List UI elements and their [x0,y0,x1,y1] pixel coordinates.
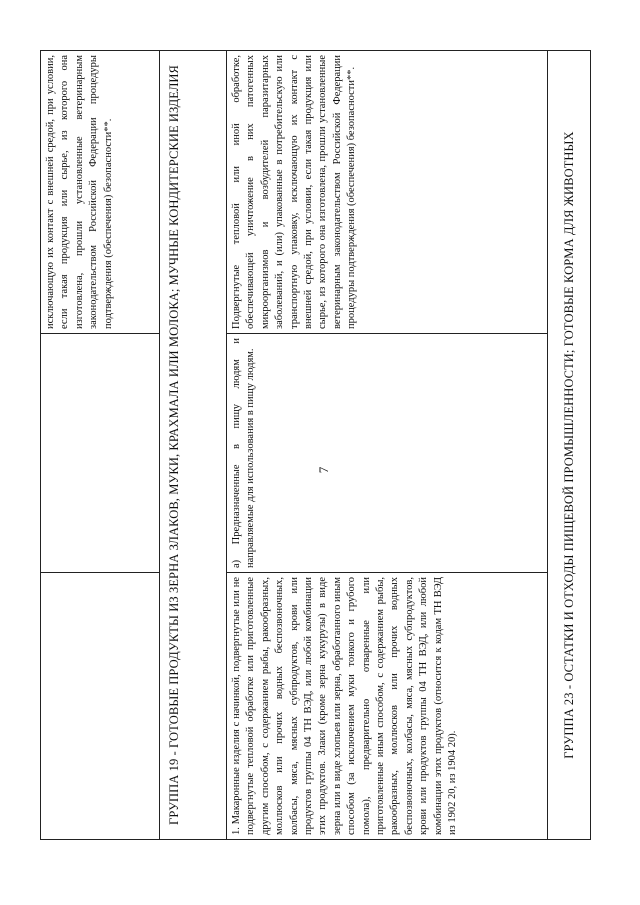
continuation-row [40,50,160,840]
continuation-col2 [40,333,160,573]
group-19-heading: ГРУППА 19 - ГОТОВЫЕ ПРОДУКТЫ ИЗ ЗЕРНА ЗЛАКОВ, МУКИ, КРАХМАЛА ИЛИ МОЛОКА; МУЧНЫЕ КОНДИТЕРСКИЕ ИЗДЕЛИЯ [159,50,227,840]
item-1-row [226,50,548,840]
item-1-conditions: Подвергнутые тепловой или иной обработке, обеспечивающей уничтожение в них патогенных микроорганизмов и возбудителей паразитарных заболеваний, и (или) упакованные в потребительскую или транспортную упаковку, исключающую их контакт с внешней средой, при условии, если такая продукция или сырье, из которого она изготовлена, прошли установленные ветеринарным законодательством Российской Федерации процедуры подтверждения (обеспечения) безопасности**. [226,50,548,334]
group-23-heading: ГРУППА 23 - ОСТАТКИ И ОТХОДЫ ПИЩЕВОЙ ПРОМЫШЛЕННОСТИ; ГОТОВЫЕ КОРМА ДЛЯ ЖИВОТНЫХ [547,50,591,840]
continuation-col3: исключающую их контакт с внешней средой, при условии, если такая продукция или сырье, из которого она изготовлена, прошли установленные ветеринарным законодательством Российской Федерации процедуры подтверждения (обеспечения) безопасности**. [40,50,160,334]
item-1-description: 1. Макаронные изделия с начинкой, подвергнутые или не подвергнутые тепловой обработке или приготовленные другим способом, с содержанием рыбы, ракообразных, моллюсков или прочих водных беспозвоночных, колбасы, мяса, мясных субпродуктов, крови или продуктов группы 04 ТН ВЭД, или любой комбинации этих продуктов. Злаки (кроме зерна кукурузы) в виде зерна или в виде хлопьев или зерна, обработанного иным способом (за исключением муки тонкого и грубого помола), предварительно отваренные или приготовленные иным способом, с содержанием рыбы, ракообразных, моллюсков или прочих водных беспозвоночных, колбасы, мяса, мясных субпродуктов, крови или продуктов группы 04 ТН ВЭД, или любой комбинации этих продуктов (относится к кодам ТН ВЭД из 1902 20, из 1904 20). [226,572,548,840]
page-number: 7 [316,466,331,474]
continuation-col1 [40,572,160,840]
rotated-table [40,50,605,840]
item-1-purpose: а) Предназначенные в пищу людям и направляемые для использования в пищу людям. [226,333,548,573]
